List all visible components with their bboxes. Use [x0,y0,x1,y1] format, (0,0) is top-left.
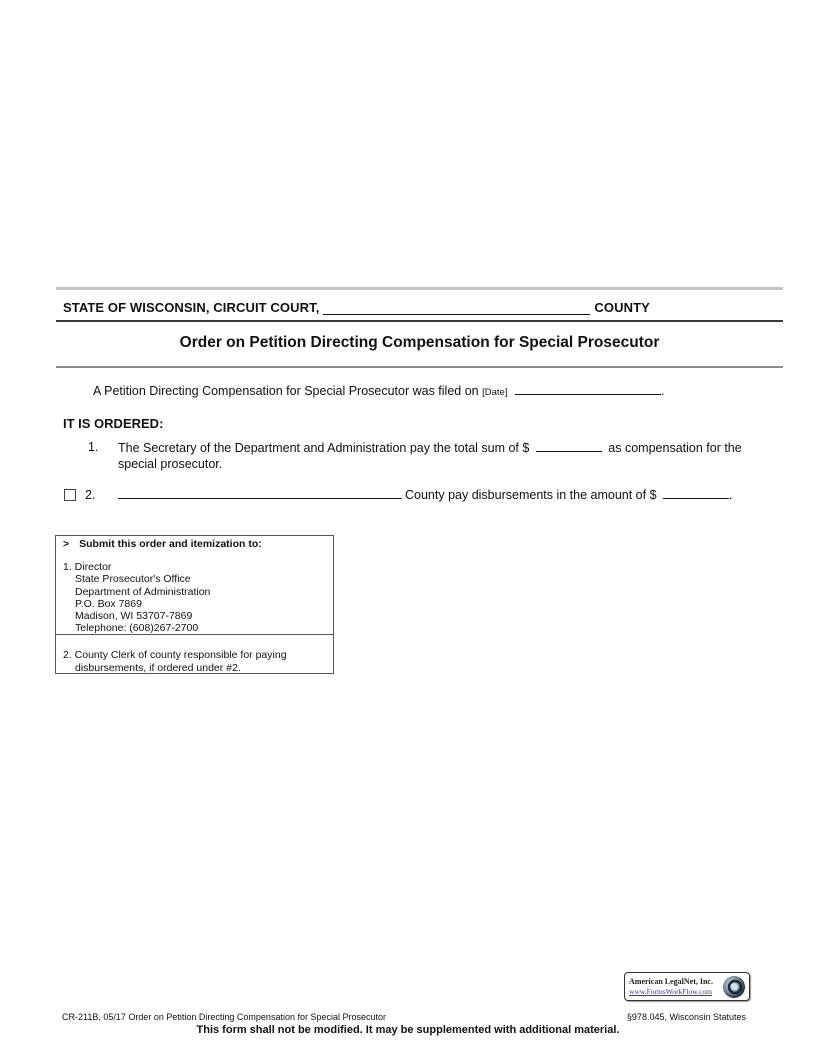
item-1-text-after: as compensation for the special prosecutor. [118,441,742,471]
caption-rule [56,320,783,322]
title-rule [56,366,783,368]
county-field[interactable] [323,302,590,315]
recipient-2 [63,649,287,674]
item-1-text [118,440,783,472]
item-2-label: County pay disbursements in the amount of $ [405,488,657,502]
disbursement-county-field[interactable] [118,488,402,499]
ordered-heading: IT IS ORDERED: [63,416,164,431]
filed-date-field[interactable] [515,384,661,395]
form-id-footer: CR-211B, 05/17 Order on Petition Directing Compensation for Special Prosecutor [62,1012,386,1022]
item-1-number: 1. [88,440,99,454]
submit-instructions-box [55,535,334,674]
item-1-text-before: The Secretary of the Department and Administration pay the total sum of $ [118,441,530,455]
box-divider [56,634,333,635]
modification-notice: This form shall not be modified. It may be supplemented with additional material. [196,1024,620,1036]
date-tag: [Date] [482,387,508,398]
recipient-1-city: Madison, WI 53707-7869 [75,610,193,623]
arrow-icon: > [63,538,70,550]
recipient-2-line2: disbursements, if ordered under #2. [75,661,241,674]
item-2-period: . [729,488,733,502]
globe-icon [722,975,746,999]
submit-heading-text: Submit this order and itemization to: [79,538,262,550]
court-label: STATE OF WISCONSIN, CIRCUIT COURT, [63,300,320,315]
disbursement-amount-field[interactable] [663,488,729,499]
recipient-1 [63,561,210,635]
logo-url-link[interactable]: www.FormsWorkFlow.com [629,987,713,996]
page-title: Order on Petition Directing Compensation for Special Prosecutor [179,334,660,351]
logo-company-name: American LegalNet, Inc. [629,977,713,986]
filed-statement [93,384,664,398]
item-2-checkbox[interactable] [64,489,76,501]
recipient-1-phone: Telephone: (608)267-2700 [75,622,199,635]
recipient-2-line1: 2. County Clerk of county responsible for paying [63,649,287,661]
recipient-1-department: Department of Administration [75,585,211,598]
top-rule [56,287,783,290]
item-2-text [118,488,733,502]
filed-text: A Petition Directing Compensation for Special Prosecutor was filed on [93,384,479,398]
recipient-1-po-box: P.O. Box 7869 [75,597,142,610]
recipient-1-office: State Prosecutor's Office [75,573,191,586]
statute-footer: §978.045, Wisconsin Statutes [626,1012,746,1022]
filed-period: . [660,384,665,398]
county-label: COUNTY [594,300,650,315]
submit-heading [63,538,262,550]
total-sum-field[interactable] [536,441,602,452]
item-2-number: 2. [85,488,96,502]
legalnet-logo[interactable] [624,972,750,1001]
court-caption [63,300,650,315]
recipient-1-title: 1. Director [63,561,112,573]
